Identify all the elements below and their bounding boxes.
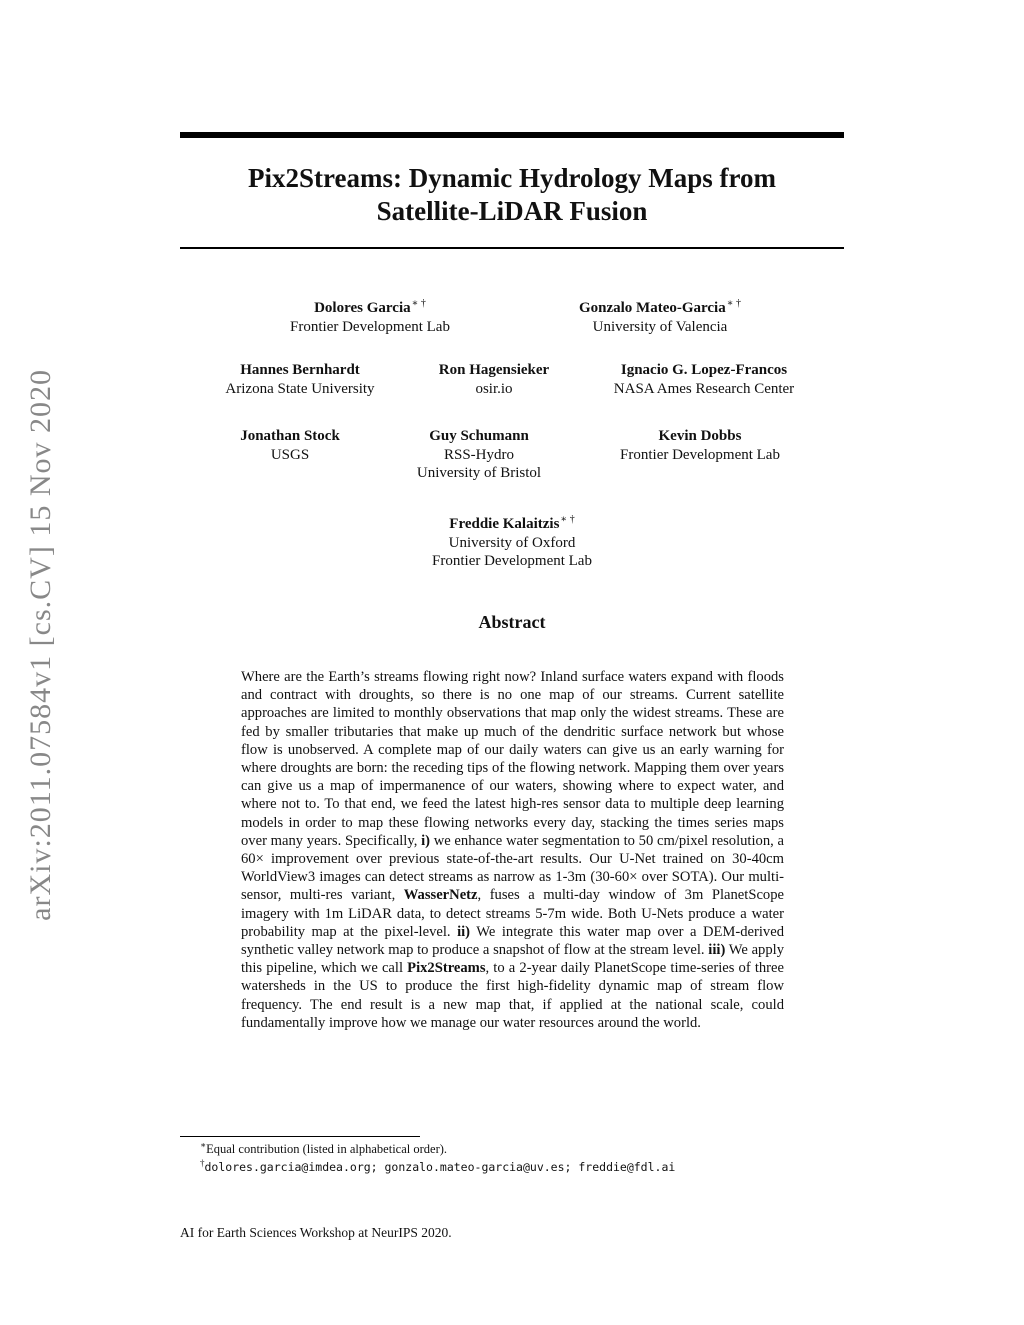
author-name: Ron Hagensieker: [438, 362, 550, 378]
footnote-rule: [180, 1136, 420, 1137]
author-affiliation: University of Bristol: [416, 465, 542, 481]
author-mark: ∗ †: [726, 298, 742, 309]
footnote-equal-contribution: ∗Equal contribution (listed in alphabetical order).: [200, 1140, 448, 1157]
footnote-emails: †dolores.garcia@imdea.org; gonzalo.mateo-garcia@uv.es; freddie@fdl.ai: [200, 1158, 676, 1175]
author-affiliation: USGS: [270, 446, 310, 463]
author-name: Kevin Dobbs: [658, 428, 742, 444]
author-block: [584, 361, 824, 398]
pipeline-name: Pix2Streams: [407, 960, 486, 977]
author-block: [590, 427, 810, 464]
list-marker: iii): [708, 942, 726, 959]
venue-note: AI for Earth Sciences Workshop at NeurIPS 2020.: [180, 1225, 452, 1240]
title-top-rule: [180, 132, 844, 138]
author-block: [190, 361, 410, 398]
author-affiliation: Frontier Development Lab: [620, 446, 780, 463]
title-bottom-rule: [180, 247, 844, 249]
author-affiliation: Arizona State University: [225, 380, 375, 397]
author-block: [540, 295, 780, 336]
author-affiliation: osir.io: [475, 380, 513, 397]
author-affiliation: University of Oxford: [448, 534, 576, 551]
author-block: [190, 427, 390, 464]
abstract-body: Where are the Earth’s streams flowing right now? Inland surface waters expand with floods and contract with droughts, so there is no one map of our streams. Current satellite approaches are limited to monthly observations that map only the widest streams. These are fed by smaller tributaries that make up much of the dendritic surface network but whose flow is unobserved. A complete map of our daily waters can give us an early warning for where droughts are born: the receding tips of the flowing network. Mapping them over years can give us a map of impermanence of our waters, showing where to expect water, and where not to. To that end, we feed the latest high-res sensor data to multiple deep learning models in order to map these flowing networks every day, stacking the times series maps over many years. Specifically, i) we enhance water segmentation to 50 cm/pixel resolution, a 60× improvement over previous state-of-the-art results. Our U-Net trained on 30-40cm WorldView3 images can detect streams as narrow as 1-3m (30-60× over SOTA). Our multi-sensor, multi-res variant, WasserNetz, fuses a multi-day window of 3m PlanetScope imagery with 1m LiDAR data, to detect streams 5-7m wide. Both U-Nets produce a water probability map at the pixel-level. ii) We integrate this water map over a DEM-derived synthetic valley network map to produce a snapshot of flow at the stream level. iii) We apply this pipeline, which we call Pix2Streams, to a 2-year daily PlanetScope time-series of three watersheds in the US to produce the first high-fidelity dynamic map of stream flow frequency. The end result is a new map that, if applied at the national scale, could fundamentally improve how we manage our water resources around the world.: [241, 669, 785, 1031]
author-affiliation: RSS-Hydro: [443, 446, 514, 463]
author-name: Hannes Bernhardt: [240, 362, 360, 378]
author-affiliation: Frontier Development Lab: [432, 553, 592, 569]
list-marker: i): [421, 832, 430, 849]
author-name: Freddie Kalaitzis: [449, 516, 560, 532]
author-name: Dolores Garcia: [314, 300, 411, 316]
author-mark: ∗ †: [411, 298, 426, 309]
author-affiliation: Frontier Development Lab: [290, 318, 450, 335]
author-block: [394, 427, 564, 483]
author-name: Jonathan Stock: [240, 428, 340, 444]
author-name: Gonzalo Mateo-Garcia: [578, 300, 726, 316]
model-name: WasserNetz: [403, 887, 478, 904]
footnote-mark: †: [200, 1158, 205, 1168]
author-name: Guy Schumann: [429, 428, 529, 444]
arxiv-identifier: arXiv:2011.07584v1 [cs.CV] 15 Nov 2020: [24, 369, 57, 921]
author-block: [400, 511, 624, 571]
paper-title: Pix2Streams: Dynamic Hydrology Maps from Satellite-LiDAR Fusion: [248, 163, 776, 226]
author-affiliation: NASA Ames Research Center: [613, 380, 795, 397]
author-block: [410, 361, 578, 398]
abstract-heading: Abstract: [478, 612, 546, 632]
list-marker: ii): [457, 923, 471, 940]
author-block: [250, 295, 490, 336]
author-affiliation: University of Valencia: [592, 318, 728, 335]
author-name: Ignacio G. Lopez-Francos: [620, 362, 788, 378]
author-mark: ∗ †: [560, 514, 575, 525]
footnote-mark: ∗: [200, 1140, 207, 1150]
